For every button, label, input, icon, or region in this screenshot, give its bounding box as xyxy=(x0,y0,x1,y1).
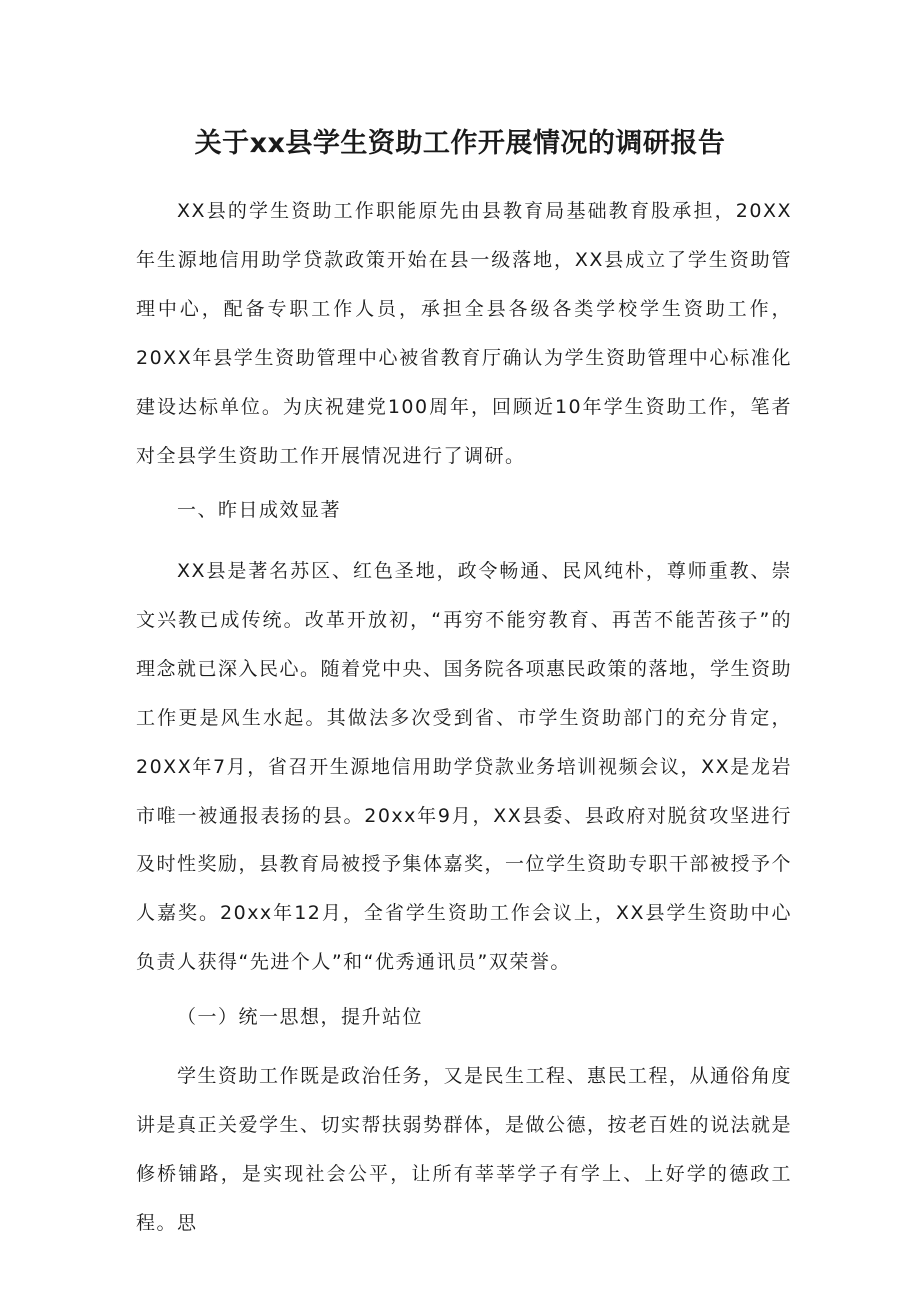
intro-paragraph: XX县的学生资助工作职能原先由县教育局基础教育股承担，20XX年生源地信用助学贷款政策开始在县一级落地，XX县成立了学生资助管理中心，配备专职工作人员，承担全县各级各类学校学生资助工作，20XX年县学生资助管理中心被省教育厅确认为学生资助管理中心标准化建设达标单位。为庆祝建党100周年，回顾近10年学生资助工作，笔者对全县学生资助工作开展情况进行了调研。 xyxy=(136,200,792,467)
subsection-heading-1: （一）统一思想，提升站位 xyxy=(177,1006,424,1028)
subsection-1-paragraph: 学生资助工作既是政治任务，又是民生工程、惠民工程，从通俗角度讲是真正关爱学生、切实帮扶弱势群体，是做公德，按老百姓的说法就是修桥铺路，是实现社会公平，让所有莘莘学子有学上、上好学的德政工程。思 xyxy=(136,1065,793,1234)
section-heading-1: 一、昨日成效显著 xyxy=(177,499,342,521)
document-title: 关于xx县学生资助工作开展情况的调研报告 xyxy=(194,128,726,159)
section-1-paragraph: XX县是著名苏区、红色圣地，政令畅通、民风纯朴，尊师重教、崇文兴教已成传统。改革开放初，“再穷不能穷教育、再苦不能苦孩子”的理念就已深入民心。随着党中央、国务院各项惠民政策的落地，学生资助工作更是风生水起。其做法多次受到省、市学生资助部门的充分肯定，20XX年7月，省召开生源地信用助学贷款业务培训视频会议，XX是龙岩市唯一被通报表扬的县。20xx年9月，XX县委、县政府对脱贫攻坚进行及时性奖励，县教育局被授予集体嘉奖，一位学生资助专职干部被授予个人嘉奖。20xx年12月，全省学生资助工作会议上，XX县学生资助中心负责人获得“先进个人”和“优秀通讯员”双荣誉。 xyxy=(136,560,793,974)
